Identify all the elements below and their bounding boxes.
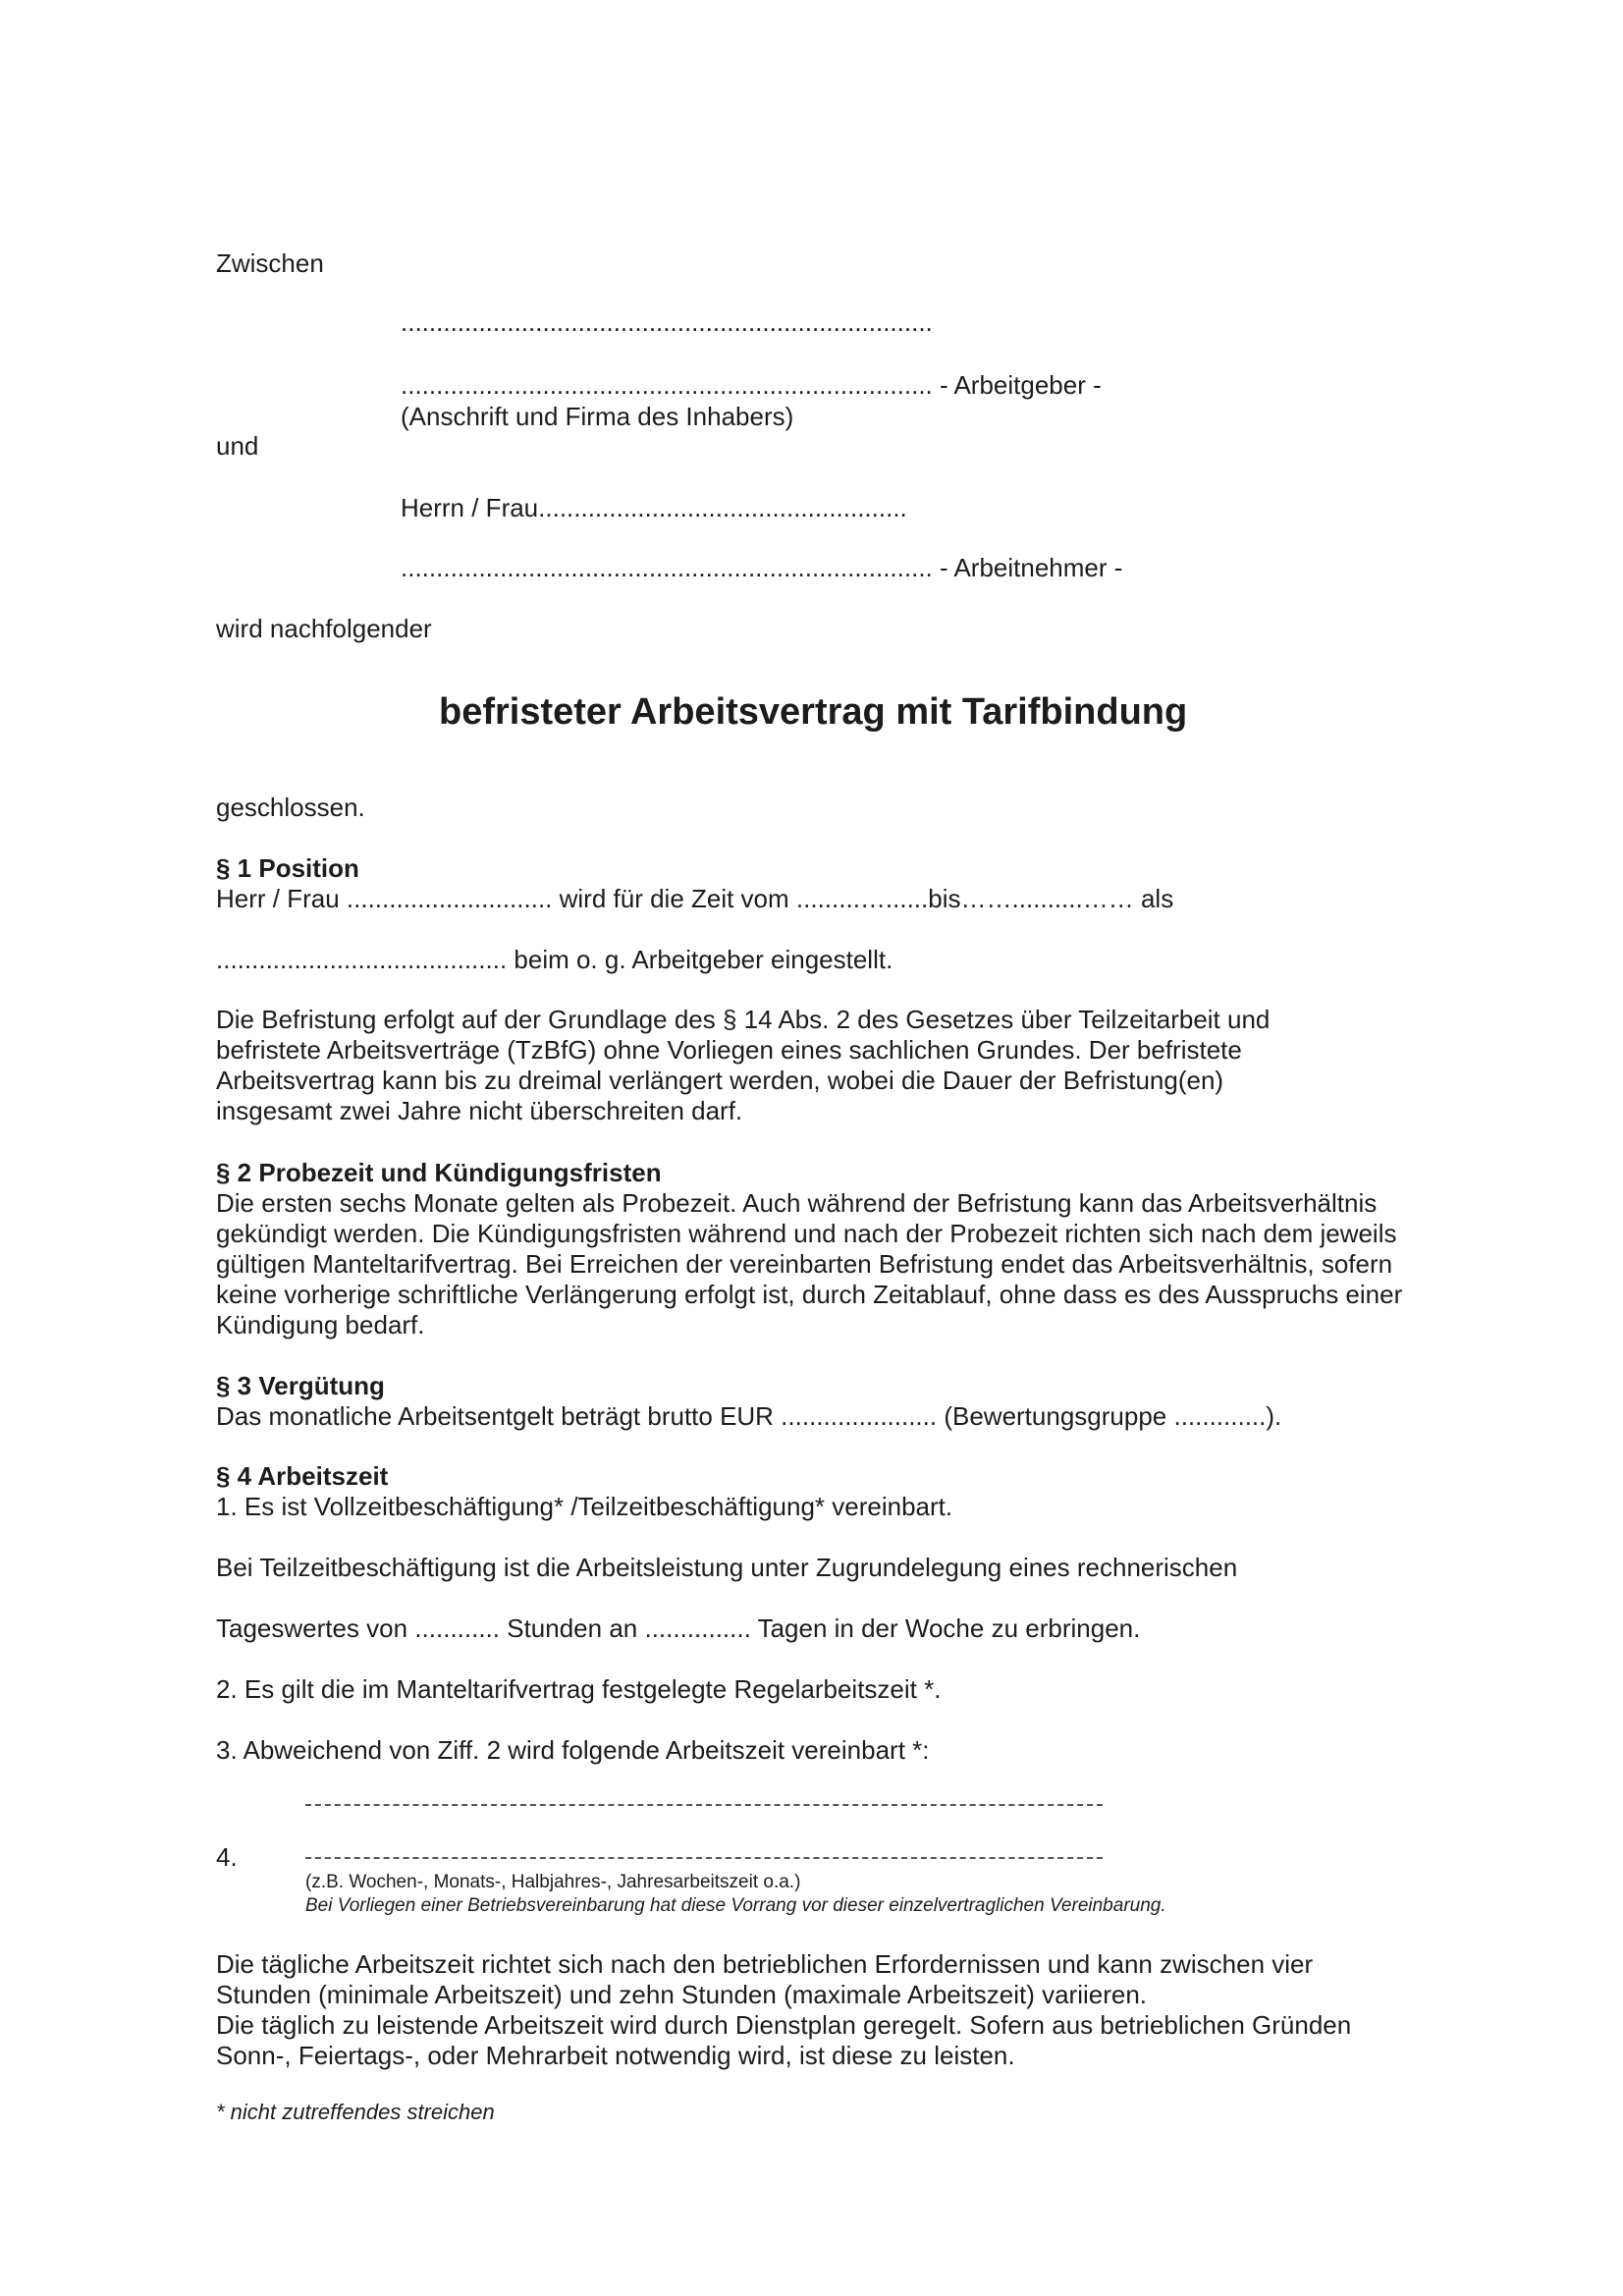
fill-in-line-2: [305, 1857, 1103, 1859]
section-4-item-4: 4.: [216, 1842, 238, 1872]
employer-note: (Anschrift und Firma des Inhabers): [401, 402, 794, 431]
concluded-label: geschlossen.: [216, 793, 365, 822]
agreement-note: Bei Vorliegen einer Betriebsvereinbarung hat diese Vorrang vor dieser einzelvertraglichen Vereinbarung.: [305, 1895, 1166, 1916]
following-label: wird nachfolgender: [216, 614, 432, 643]
footnote: * nicht zutreffendes streichen: [216, 2100, 495, 2124]
section-4-item-1: 1. Es ist Vollzeitbeschäftigung* /Teilzeitbeschäftigung* vereinbart.: [216, 1492, 953, 1521]
employer-line-1: ...........................................................................: [401, 307, 933, 337]
contract-title: befristeter Arbeitsvertrag mit Tarifbindung: [439, 691, 1188, 733]
section-3-line: Das monatliche Arbeitsentgelt beträgt brutto EUR ...................... (Bewertungsgruppe .............).: [216, 1401, 1282, 1431]
section-2-paragraph: Die ersten sechs Monate gelten als Probezeit. Auch während der Befristung kann das Arbeitsverhältnis gekündigt werden. Die Kündigungsfristen während und nach der Probezeit richten sich nach dem jeweils gültigen Manteltarifvertrag. Bei Erreichen der vereinbarten Befristung endet das Arbeitsverhältnis, sofern keine vorherige schriftliche Verlängerung erfolgt ist, durch Zeitablauf, ohne dass es des Ausspruchs einer Kündigung bedarf.: [216, 1188, 1403, 1339]
section-4-item-2: 2. Es gilt die im Manteltarifvertrag festgelegte Regelarbeitszeit *.: [216, 1674, 942, 1704]
section-1-line-1: Herr / Frau ............................. wird für die Zeit vom .........…......bis……..........…… als: [216, 884, 1174, 913]
section-4-paragraph-1: Die tägliche Arbeitszeit richtet sich nach den betrieblichen Erfordernissen und kann zwischen vier Stunden (minimale Arbeitszeit) und zehn Stunden (maximale Arbeitszeit) variieren.: [216, 1949, 1314, 2009]
between-label: Zwischen: [216, 248, 324, 278]
section-4-heading: § 4 Arbeitszeit: [216, 1461, 389, 1491]
section-4-daily-value: Tageswertes von ............ Stunden an ............... Tagen in der Woche zu erbringen.: [216, 1613, 1141, 1643]
employee-line-1: Herrn / Frau....................................................: [401, 493, 907, 522]
fill-in-line-1: [305, 1804, 1103, 1806]
section-4-part-time: Bei Teilzeitbeschäftigung ist die Arbeitsleistung unter Zugrundelegung eines rechnerischen: [216, 1553, 1238, 1582]
section-3-heading: § 3 Vergütung: [216, 1371, 385, 1400]
employee-line-2: ........................................................................... - Arbeitnehmer -: [401, 553, 1123, 582]
section-4-item-3: 3. Abweichend von Ziff. 2 wird folgende Arbeitszeit vereinbart *:: [216, 1735, 930, 1765]
section-2-heading: § 2 Probezeit und Kündigungsfristen: [216, 1158, 662, 1187]
employer-line-2: ........................................................................... - Arbeitgeber -: [401, 370, 1102, 400]
section-4-paragraph-2: Die täglich zu leistende Arbeitszeit wird durch Dienstplan geregelt. Sofern aus betrieblichen Gründen Sonn-, Feiertags-, oder Mehrarbeit notwendig wird, ist diese zu leisten.: [216, 2010, 1352, 2070]
section-1-line-2: ......................................... beim o. g. Arbeitgeber eingestellt.: [216, 945, 893, 974]
and-label: und: [216, 431, 259, 461]
section-1-heading: § 1 Position: [216, 853, 359, 883]
section-1-paragraph: Die Befristung erfolgt auf der Grundlage des § 14 Abs. 2 des Gesetzes über Teilzeitarbeit und befristete Arbeitsverträge (TzBfG) ohne Vorliegen eines sachlichen Grundes. Der befristete Arbeitsvertrag kann bis zu dreimal verlängert werden, wobei die Dauer der Befristung(en) insgesamt zwei Jahre nicht überschreiten darf.: [216, 1005, 1271, 1125]
example-note: (z.B. Wochen-, Monats-, Halbjahres-, Jahresarbeitszeit o.a.): [305, 1872, 801, 1892]
